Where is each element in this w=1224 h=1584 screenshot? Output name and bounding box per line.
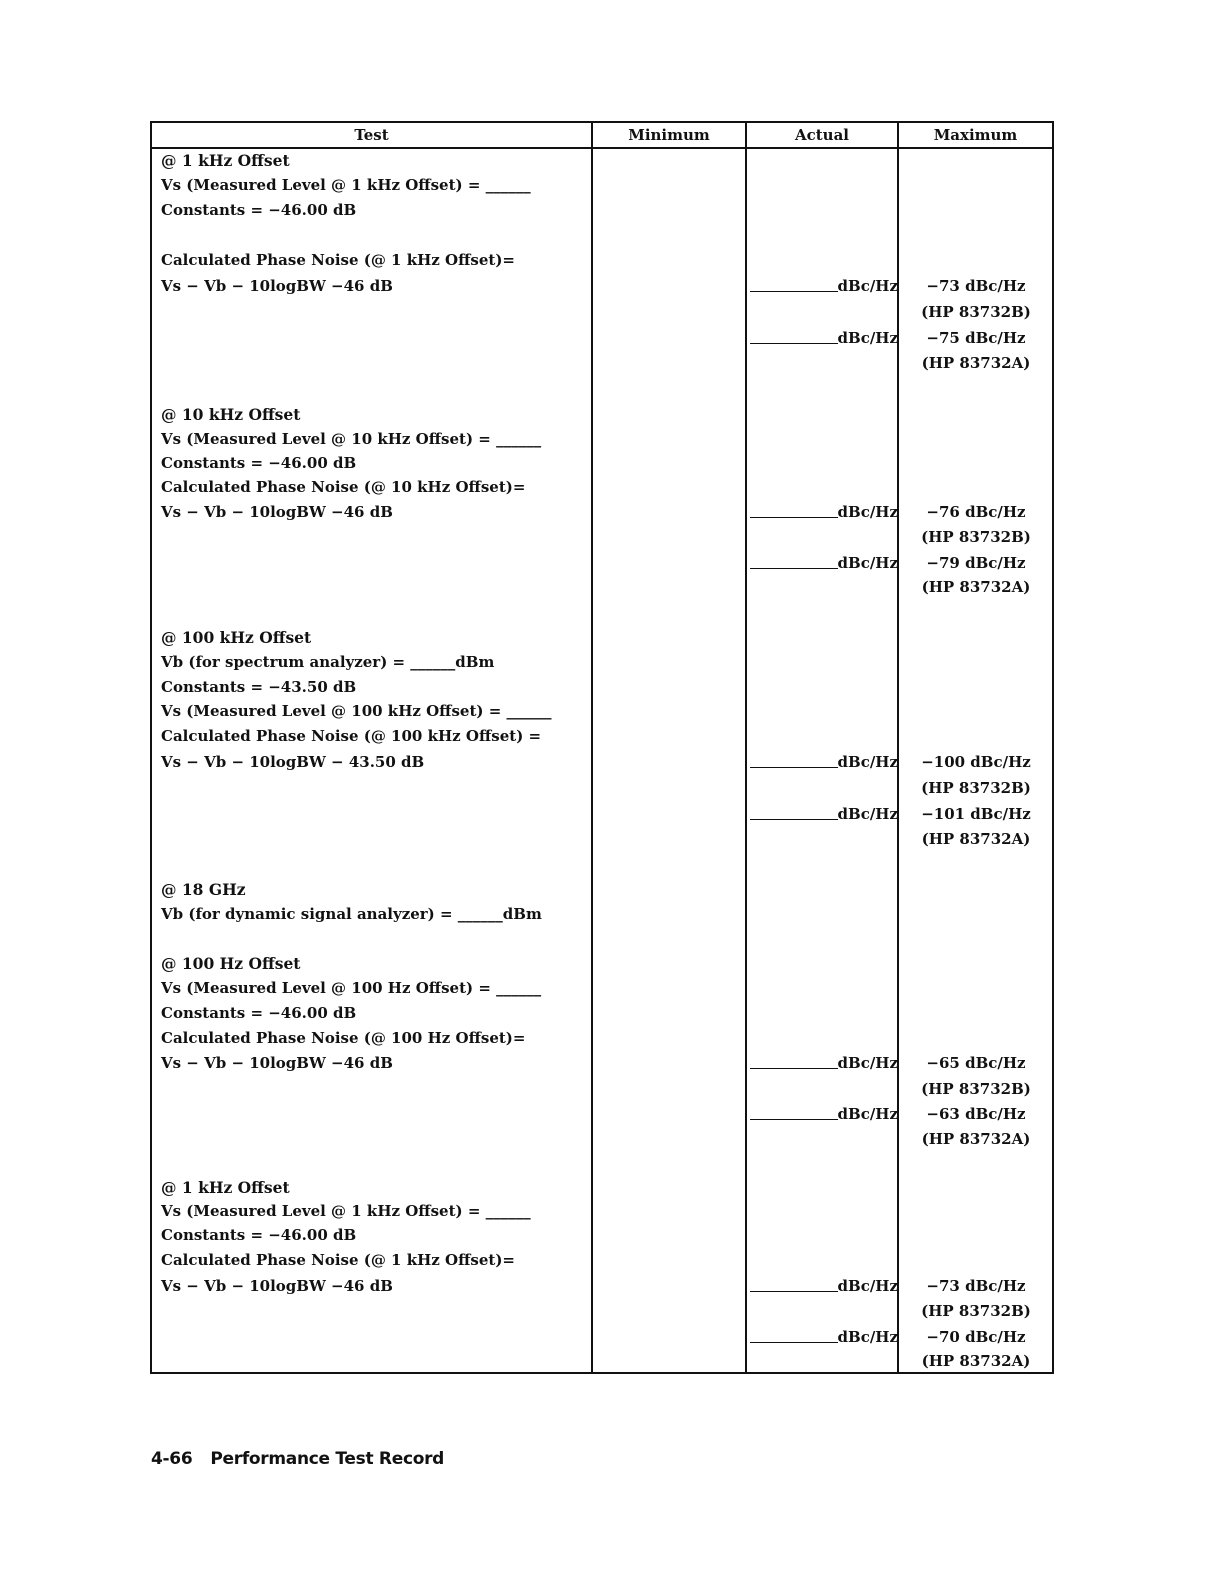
section-title: @ 1 kHz Offset (161, 1178, 290, 1197)
test-line: Calculated Phase Noise (@ 100 kHz Offset) = (161, 727, 542, 745)
footer-title: Performance Test Record (210, 1449, 445, 1469)
actual-unit: dBc/Hz (837, 1105, 898, 1123)
test-line: Vs (Measured Level @ 1 kHz Offset) = ______ (161, 176, 531, 194)
actual-entry-field[interactable] (750, 805, 898, 823)
maximum-model: (HP 83732B) (921, 528, 1031, 546)
maximum-value: −63 dBc/Hz (926, 1105, 1026, 1123)
maximum-model: (HP 83732B) (921, 779, 1031, 797)
actual-unit: dBc/Hz (837, 1277, 898, 1295)
test-line: Constants = −46.00 dB (161, 1226, 357, 1244)
maximum-value: −79 dBc/Hz (926, 554, 1026, 572)
test-line: Calculated Phase Noise (@ 1 kHz Offset)= (161, 251, 515, 269)
test-line: Vs (Measured Level @ 1 kHz Offset) = ______ (161, 1202, 531, 1220)
column-divider-maximum (897, 121, 899, 1374)
maximum-value: −101 dBc/Hz (921, 805, 1031, 823)
test-line: Vb (for spectrum analyzer) = ______dBm (161, 653, 495, 671)
maximum-model: (HP 83732A) (921, 354, 1031, 372)
test-line: Vs (Measured Level @ 10 kHz Offset) = ______ (161, 430, 542, 448)
actual-entry-field[interactable] (750, 277, 898, 295)
actual-unit: dBc/Hz (837, 1054, 898, 1072)
test-line: Calculated Phase Noise (@ 1 kHz Offset)= (161, 1251, 515, 1269)
maximum-value: −73 dBc/Hz (926, 277, 1026, 295)
actual-entry-field[interactable] (750, 1277, 898, 1295)
test-line: Vs − Vb − 10logBW −46 dB (161, 1054, 393, 1072)
test-line: Constants = −46.00 dB (161, 1004, 357, 1022)
maximum-value: −76 dBc/Hz (926, 503, 1026, 521)
maximum-model: (HP 83732B) (921, 1302, 1031, 1320)
actual-unit: dBc/Hz (837, 503, 898, 521)
maximum-value: −70 dBc/Hz (926, 1328, 1026, 1346)
test-line: Vs − Vb − 10logBW −46 dB (161, 1277, 393, 1295)
section-title: @ 18 GHz (161, 880, 246, 899)
actual-entry-field[interactable] (750, 329, 898, 347)
maximum-value: −75 dBc/Hz (926, 329, 1026, 347)
header-maximum: Maximum (933, 126, 1018, 144)
maximum-model: (HP 83732A) (921, 1352, 1031, 1370)
maximum-model: (HP 83732A) (921, 830, 1031, 848)
actual-entry-field[interactable] (750, 554, 898, 572)
maximum-value: −73 dBc/Hz (926, 1277, 1026, 1295)
header-test: Test (354, 126, 389, 144)
maximum-model: (HP 83732A) (921, 578, 1031, 596)
column-divider-minimum (591, 121, 593, 1374)
section-title: @ 100 kHz Offset (161, 628, 312, 647)
test-line: Calculated Phase Noise (@ 100 Hz Offset)= (161, 1029, 526, 1047)
test-line: Constants = −46.00 dB (161, 201, 357, 219)
page-number: 4-66 (151, 1449, 193, 1469)
section-title: @ 100 Hz Offset (161, 954, 301, 973)
maximum-value: −100 dBc/Hz (921, 753, 1031, 771)
test-line: Vs (Measured Level @ 100 Hz Offset) = ______ (161, 979, 542, 997)
actual-entry-field[interactable] (750, 1054, 898, 1072)
header-minimum: Minimum (628, 126, 710, 144)
test-line: Constants = −46.00 dB (161, 454, 357, 472)
header-actual: Actual (794, 126, 850, 144)
actual-entry-field[interactable] (750, 1105, 898, 1123)
actual-entry-field[interactable] (750, 1328, 898, 1346)
section-title: @ 10 kHz Offset (161, 405, 301, 424)
test-line: Vs − Vb − 10logBW − 43.50 dB (161, 753, 425, 771)
test-line: Calculated Phase Noise (@ 10 kHz Offset)= (161, 478, 526, 496)
maximum-model: (HP 83732B) (921, 1080, 1031, 1098)
actual-entry-field[interactable] (750, 503, 898, 521)
maximum-model: (HP 83732A) (921, 1130, 1031, 1148)
test-line: Vs (Measured Level @ 100 kHz Offset) = ______ (161, 702, 552, 720)
actual-unit: dBc/Hz (837, 753, 898, 771)
actual-unit: dBc/Hz (837, 805, 898, 823)
test-line: Vs − Vb − 10logBW −46 dB (161, 277, 393, 295)
maximum-model: (HP 83732B) (921, 303, 1031, 321)
header-divider (150, 147, 1054, 149)
page-footer (151, 1449, 444, 1469)
test-line: Vs − Vb − 10logBW −46 dB (161, 503, 393, 521)
test-line: Constants = −43.50 dB (161, 678, 357, 696)
maximum-value: −65 dBc/Hz (926, 1054, 1026, 1072)
actual-entry-field[interactable] (750, 753, 898, 771)
actual-unit: dBc/Hz (837, 554, 898, 572)
actual-unit: dBc/Hz (837, 1328, 898, 1346)
section-title: @ 1 kHz Offset (161, 151, 290, 170)
actual-unit: dBc/Hz (837, 277, 898, 295)
actual-unit: dBc/Hz (837, 329, 898, 347)
column-divider-actual (745, 121, 747, 1374)
test-line: Vb (for dynamic signal analyzer) = ______dBm (161, 905, 542, 923)
